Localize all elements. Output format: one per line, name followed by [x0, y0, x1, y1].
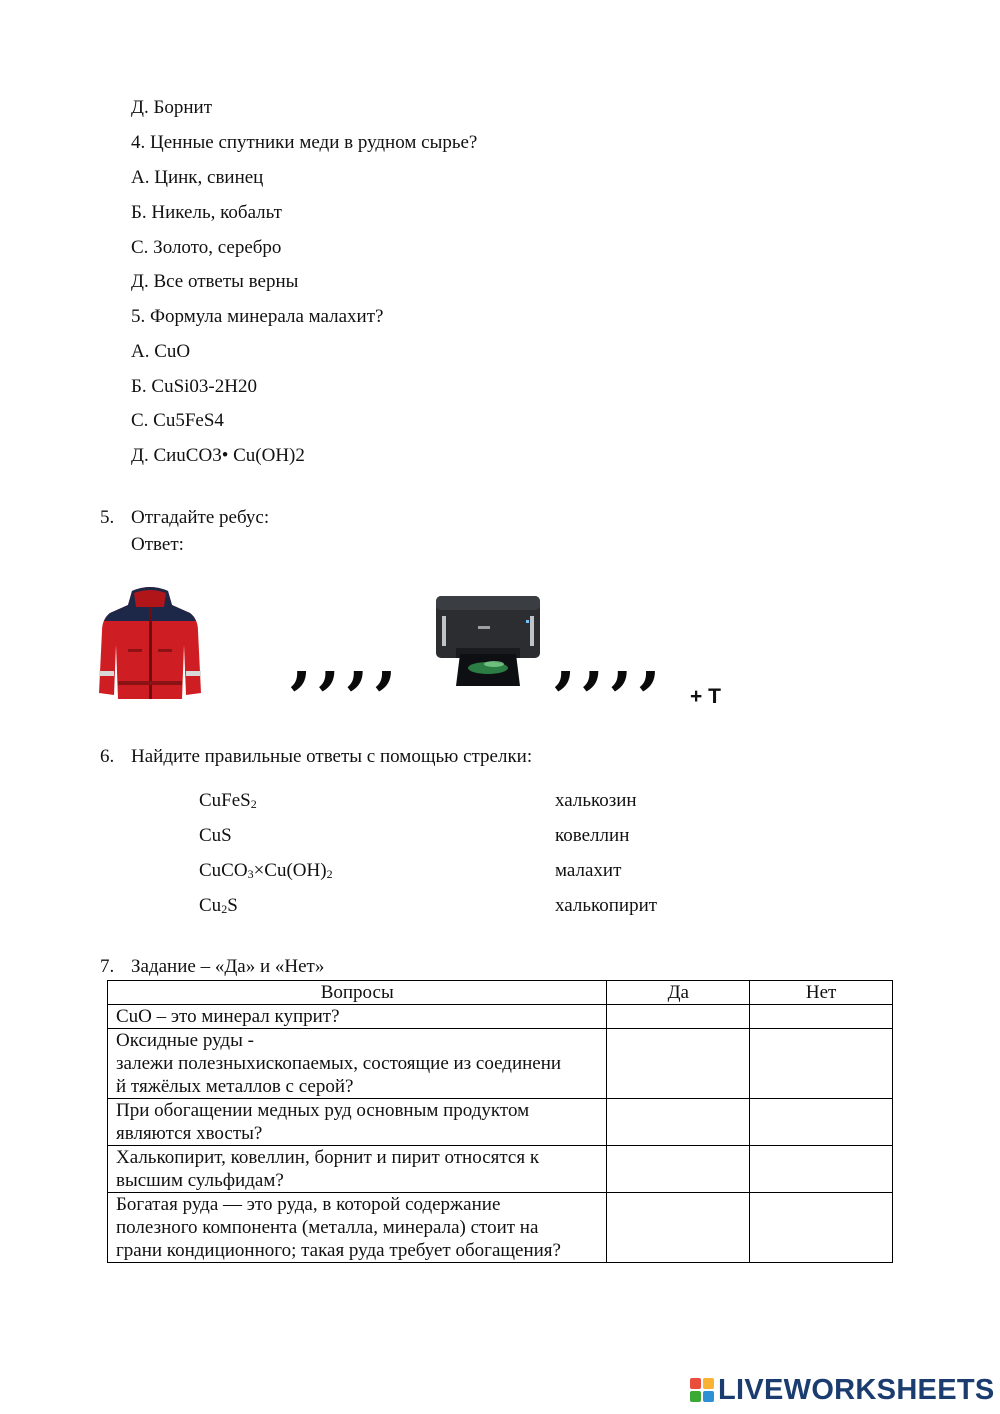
no-cell[interactable] [750, 1005, 893, 1029]
yes-cell[interactable] [607, 1193, 750, 1263]
q4-option-d: Д. Все ответы верны [131, 271, 299, 292]
red-jacket-image [98, 585, 202, 703]
task7-title: Задание – «Да» и «Нет» [131, 956, 325, 977]
liveworksheets-logo[interactable] [690, 1375, 995, 1405]
formula-covellite: CuS [199, 825, 232, 846]
q4-option-a: А. Цинк, свинец [131, 167, 264, 188]
header-yes: Да [607, 981, 750, 1005]
mineral-name: малахит [555, 860, 622, 881]
yes-cell[interactable] [607, 1146, 750, 1193]
yes-cell[interactable] [607, 1029, 750, 1099]
table-row [108, 1146, 893, 1193]
task7-number: 7. [100, 956, 115, 977]
printer-image [434, 592, 542, 688]
task6-number: 6. [100, 746, 115, 767]
question-cell: CuO – это минерал куприт? [108, 1005, 607, 1029]
q4-question: 4. Ценные спутники меди в рудном сырье? [131, 132, 478, 153]
rebus-suffix: + Т [690, 685, 721, 708]
table-row [108, 1005, 893, 1029]
question-cell: Халькопирит, ковеллин, борнит и пирит относятся к высшим сульфидам? [108, 1146, 607, 1193]
yes-cell[interactable] [607, 1099, 750, 1146]
question-cell: Богатая руда — это руда, в которой содержание полезного компонента (металла, минерала) стоит на грани кондиционного; такая руда требует обогащения? [108, 1193, 607, 1263]
q3-option-d: Д. Борнит [131, 97, 213, 118]
table-row [108, 1099, 893, 1146]
q5-option-c: С. Cu5FeS4 [131, 410, 224, 431]
rebus-commas-1: ,,,, [290, 622, 404, 697]
no-cell[interactable] [750, 1029, 893, 1099]
formula-chalcopyrite: CuFeS$_2$ [199, 790, 257, 811]
rebus-commas-2: ,,,, [554, 622, 668, 697]
q5-option-a: А. CuO [131, 341, 191, 362]
table-row [108, 1029, 893, 1099]
q5-question: 5. Формула минерала малахит? [131, 306, 384, 327]
formula-chalcocite: $Cu_2S$ [199, 895, 238, 916]
mineral-name: ковеллин [555, 825, 630, 846]
mineral-name: халькозин [555, 790, 637, 811]
yes-no-table [107, 980, 893, 1263]
header-questions: Вопросы [108, 981, 607, 1005]
no-cell[interactable] [750, 1099, 893, 1146]
header-no: Нет [750, 981, 893, 1005]
logo-text: LIVEWORKSHEETS [718, 1373, 995, 1406]
question-cell: При обогащении медных руд основным продуктом являются хвосты? [108, 1099, 607, 1146]
task5-number: 5. [100, 507, 115, 528]
task6-title: Найдите правильные ответы с помощью стрелки: [131, 746, 533, 767]
no-cell[interactable] [750, 1146, 893, 1193]
mineral-name: халькопирит [555, 895, 658, 916]
rebus [0, 580, 1000, 710]
q5-option-b: Б. CuSi03-2H20 [131, 376, 257, 397]
table-header-row [108, 981, 893, 1005]
q5-option-d: Д. СиuCO3• Cu(OH)2 [131, 445, 305, 466]
table-row [108, 1193, 893, 1263]
task5-answer-label: Ответ: [131, 534, 184, 555]
yes-cell[interactable] [607, 1005, 750, 1029]
q4-option-c: С. Золото, серебро [131, 237, 282, 258]
question-cell: Оксидные руды - залежи полезныхископаемых, состоящие из соединени й тяжёлых металлов с серой? [108, 1029, 607, 1099]
formula-malachite: $CuCO_3\times Cu(OH)_2$ [199, 860, 333, 881]
no-cell[interactable] [750, 1193, 893, 1263]
logo-grid-icon [690, 1378, 714, 1402]
task5-title: Отгадайте ребус: [131, 507, 270, 528]
q4-option-b: Б. Никель, кобальт [131, 202, 282, 223]
